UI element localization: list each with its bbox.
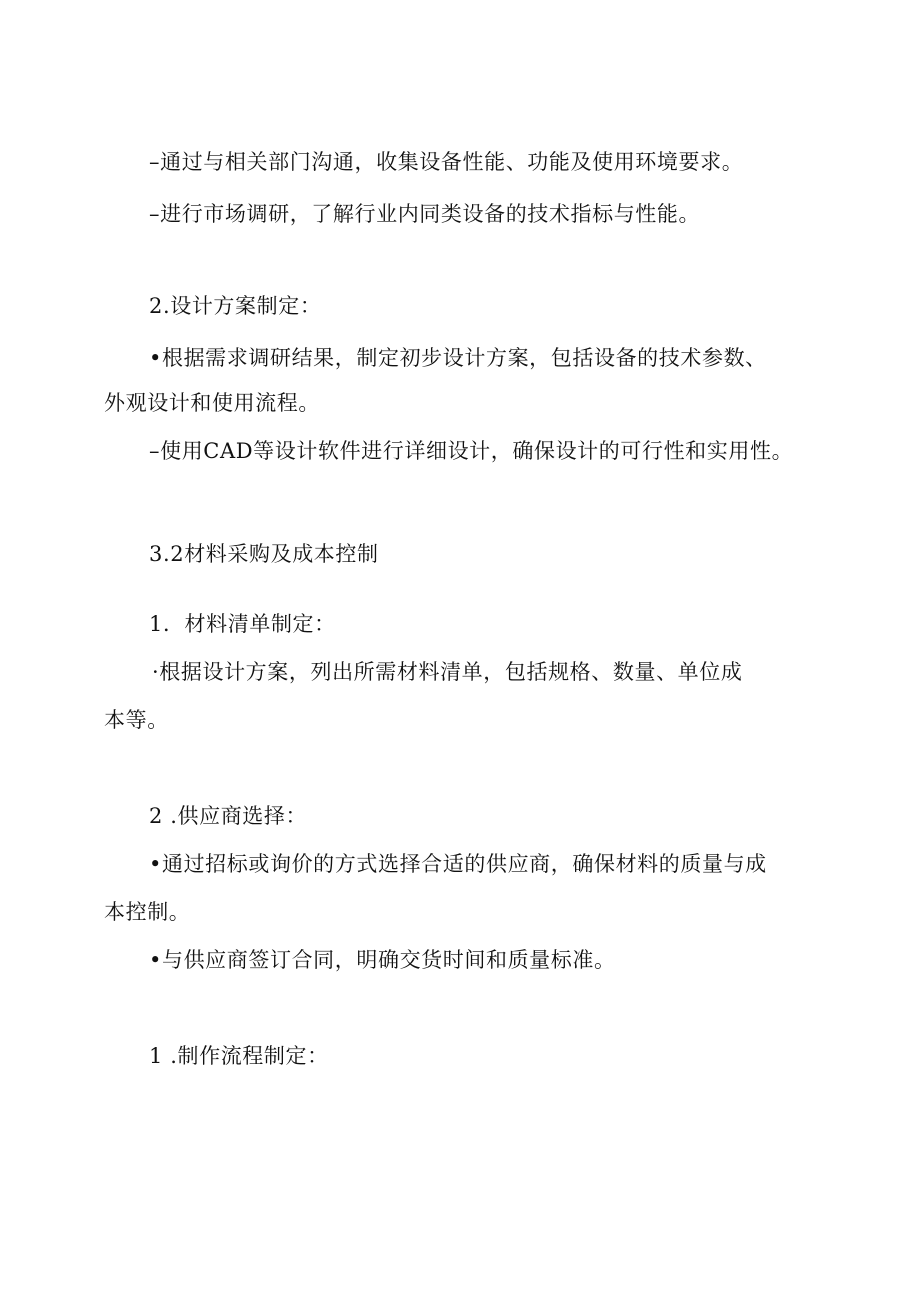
heading-production-process: 1 .制作流程制定： — [149, 1044, 329, 1068]
paragraph-material-list: ·根据设计方案，列出所需材料清单，包括规格、数量、单位成 — [152, 660, 743, 684]
paragraph-requirements-communication: –通过与相关部门沟通，收集设备性能、功能及使用环境要求。 — [149, 150, 744, 174]
paragraph-market-research: –进行市场调研，了解行业内同类设备的技术指标与性能。 — [149, 202, 701, 226]
section-heading-procurement: 3.2材料采购及成本控制 — [149, 542, 379, 566]
paragraph-supplier-contract: •与供应商签订合同，明确交货时间和质量标准。 — [149, 948, 616, 972]
heading-design-plan: 2.设计方案制定： — [149, 294, 322, 318]
paragraph-preliminary-design-cont: 外观设计和使用流程。 — [104, 391, 320, 415]
heading-supplier-selection: 2 .供应商选择： — [149, 804, 308, 828]
paragraph-supplier-bidding-cont: 本控制。 — [104, 900, 191, 924]
paragraph-preliminary-design: •根据需求调研结果，制定初步设计方案，包括设备的技术参数、 — [149, 346, 767, 370]
paragraph-supplier-bidding: •通过招标或询价的方式选择合适的供应商，确保材料的质量与成 — [149, 852, 767, 876]
paragraph-material-list-cont: 本等。 — [104, 708, 169, 732]
paragraph-cad-design: –使用CAD等设计软件进行详细设计，确保设计的可行性和实用性。 — [149, 439, 794, 463]
heading-material-list: 1．材料清单制定： — [149, 612, 336, 636]
